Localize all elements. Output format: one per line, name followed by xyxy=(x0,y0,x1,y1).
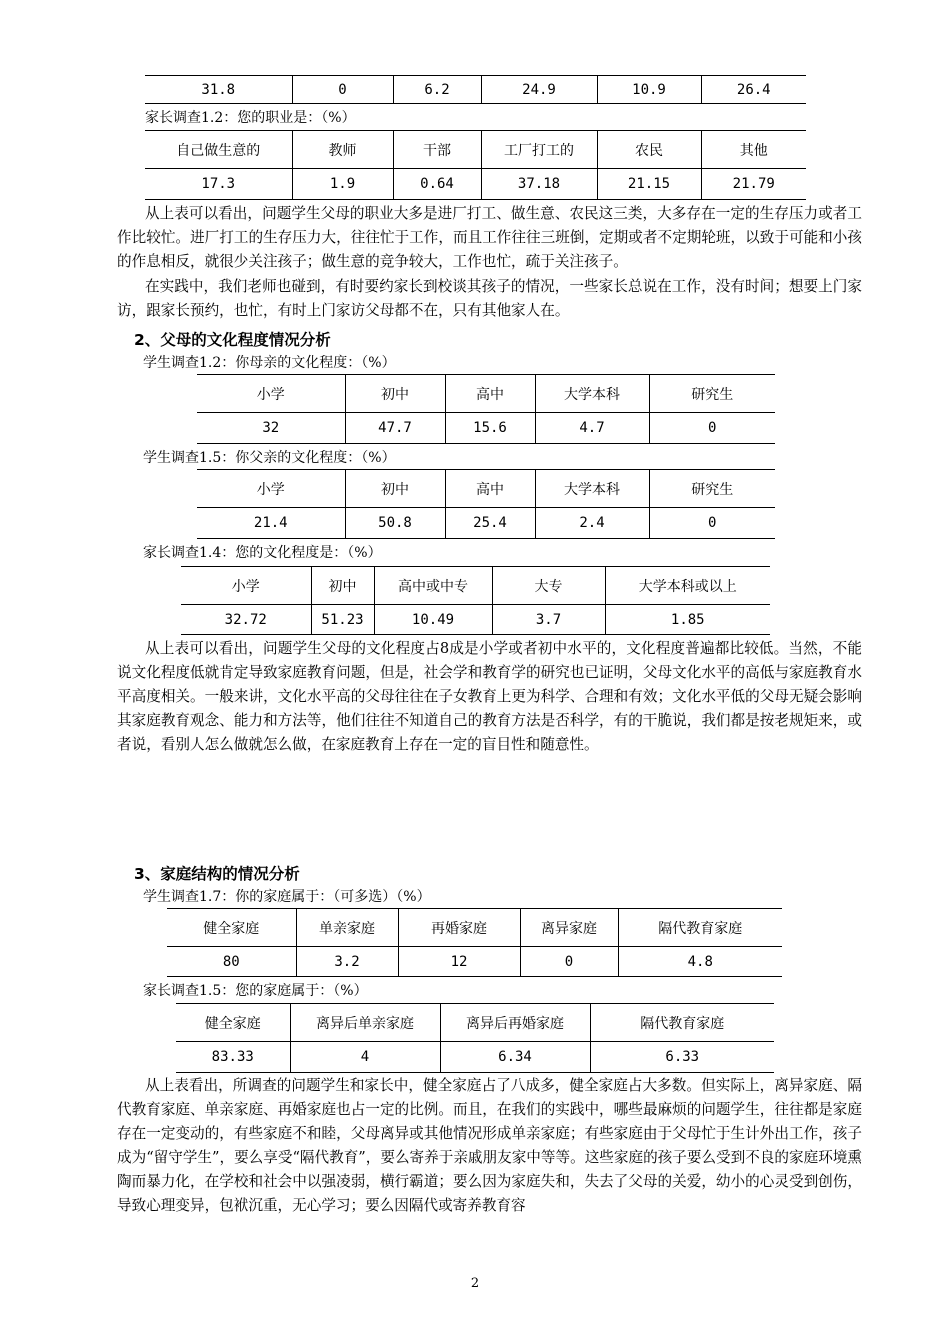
paragraph-family-analysis: 从上表看出，所调查的问题学生和家长中，健全家庭占了八成多，健全家庭占大多数。但实际上，离异家庭、隔代教育家庭、单亲家庭、再婚家庭也占一定的比例。而且，在我们的实践中，哪些最麻烦的问题学生，往往都是家庭存在一定变动的，有些家庭不和睦，父母离异或其他情况形成单亲家庭；有些家庭由于父母忙于生计外出工作，孩子成为“留守学生”，要么享受“隔代教育”，要么寄养于亲戚朋友家中等等。这些家庭的孩子要么受到不良的家庭环境熏陶而暴力化，在学校和社会中以强凌弱，横行霸道；要么因为家庭失和，失去了父母的关爱，幼小的心灵受到创伤，导致心理变异，包袱沉重，无心学习；要么因隔代或寄养教育容 xyxy=(117,1077,862,1214)
table-cell: 50.8 xyxy=(345,508,445,539)
table-header-cell: 研究生 xyxy=(649,470,775,508)
student-family-table xyxy=(167,908,782,977)
table-header-row xyxy=(181,567,770,605)
table-row xyxy=(197,508,775,539)
occupation-table xyxy=(145,130,806,200)
table-cell: 10.9 xyxy=(597,76,701,104)
section-heading-education: 2、父母的文化程度情况分析 xyxy=(134,331,331,349)
table-header-cell: 离异后单亲家庭 xyxy=(290,1004,440,1042)
paragraph-occupation: 从上表可以看出，问题学生父母的职业大多是进厂打工、做生意、农民这三类，大多存在一定的生存压力或者工作比较忙。进厂打工的生存压力大，往往忙于工作，而且工作往往三班倒，定期或者不定期轮班，以致于可能和小孩的作息相反，就很少关注孩子；做生意的竞争较大，工作也忙，疏于关注孩子。 xyxy=(117,205,862,270)
parent-education-table xyxy=(181,566,770,635)
table-header-cell: 自己做生意的 xyxy=(145,131,292,169)
table-cell: 4.7 xyxy=(535,413,649,444)
table-header-row xyxy=(167,909,782,947)
table-cell: 0.64 xyxy=(393,169,481,200)
table-row xyxy=(197,413,775,444)
table-header-row xyxy=(197,470,775,508)
table-header-cell: 隔代教育家庭 xyxy=(590,1004,774,1042)
table-header-cell: 小学 xyxy=(181,567,311,605)
table-header-cell: 初中 xyxy=(345,470,445,508)
table-header-cell: 教师 xyxy=(292,131,393,169)
table-header-cell: 初中 xyxy=(345,375,445,413)
table-cell: 6.34 xyxy=(440,1042,590,1073)
table-cell: 83.33 xyxy=(176,1042,290,1073)
table-cell: 3.2 xyxy=(296,947,398,977)
table-cell: 6.33 xyxy=(590,1042,774,1073)
table-header-row xyxy=(176,1004,774,1042)
table-header-cell: 健全家庭 xyxy=(176,1004,290,1042)
table-cell: 32.72 xyxy=(181,605,311,635)
survey-label: 家长调查1.2：您的职业是：（%） xyxy=(145,110,356,126)
table-cell: 15.6 xyxy=(445,413,535,444)
table-header-cell: 高中 xyxy=(445,375,535,413)
table-cell: 6.2 xyxy=(393,76,481,104)
mother-education-table xyxy=(197,374,775,444)
table-header-cell: 高中或中专 xyxy=(374,567,492,605)
table-header-cell: 小学 xyxy=(197,375,345,413)
table-cell: 24.9 xyxy=(481,76,597,104)
survey-label: 家长调查1.5：您的家庭属于：（%） xyxy=(143,983,368,999)
table-cell: 4 xyxy=(290,1042,440,1073)
table-cell: 21.4 xyxy=(197,508,345,539)
table-cell: 51.23 xyxy=(311,605,374,635)
table-header-row xyxy=(197,375,775,413)
paragraph-education-analysis: 从上表可以看出，问题学生父母的文化程度占8成是小学或者初中水平的，文化程度普遍都比较低。当然，不能说文化程度低就肯定导致家庭教育问题，但是，社会学和教育学的研究也已证明，父母文化水平的高低与家庭教育水平高度相关。一般来讲，文化水平高的父母往往在子女教育上更为科学、合理和有效；文化水平低的父母无疑会影响其家庭教育观念、能力和方法等，他们往往不知道自己的教育方法是否科学，有的干脆说，我们都是按老规矩来，或者说，看别人怎么做就怎么做，在家庭教育上存在一定的盲目性和随意性。 xyxy=(117,640,862,753)
table-row xyxy=(167,947,782,977)
continued-table xyxy=(145,75,806,104)
table-row xyxy=(181,605,770,635)
table-cell: 10.49 xyxy=(374,605,492,635)
table-cell: 17.3 xyxy=(145,169,292,200)
table-cell: 26.4 xyxy=(701,76,806,104)
table-cell: 37.18 xyxy=(481,169,597,200)
table-header-cell: 工厂打工的 xyxy=(481,131,597,169)
survey-label: 家长调查1.4：您的文化程度是：（%） xyxy=(143,545,382,561)
table-cell: 12 xyxy=(398,947,520,977)
table-header-cell: 大学本科 xyxy=(535,470,649,508)
table-header-cell: 大学本科 xyxy=(535,375,649,413)
table-header-row xyxy=(145,131,806,169)
table-row xyxy=(145,169,806,200)
table-cell: 3.7 xyxy=(492,605,605,635)
survey-label: 学生调查1.5：你父亲的文化程度：（%） xyxy=(143,450,396,466)
father-education-table xyxy=(197,469,775,539)
table-header-cell: 初中 xyxy=(311,567,374,605)
table-header-cell: 小学 xyxy=(197,470,345,508)
table-header-cell: 研究生 xyxy=(649,375,775,413)
survey-label: 学生调查1.2：你母亲的文化程度：（%） xyxy=(143,355,396,371)
table-row xyxy=(145,76,806,104)
table-header-cell: 离异家庭 xyxy=(520,909,618,947)
page-number: 2 xyxy=(470,1276,480,1291)
table-header-cell: 农民 xyxy=(597,131,701,169)
survey-label: 学生调查1.7：你的家庭属于：（可多选）（%） xyxy=(143,889,431,905)
paragraph-practice: 在实践中，我们老师也碰到，有时要约家长到校谈其孩子的情况，一些家长总说在工作，没有时间；想要上门家访，跟家长预约，也忙，有时上门家访父母都不在，只有其他家人在。 xyxy=(117,278,862,319)
table-header-cell: 离异后再婚家庭 xyxy=(440,1004,590,1042)
table-header-cell: 再婚家庭 xyxy=(398,909,520,947)
table-cell: 0 xyxy=(520,947,618,977)
table-cell: 1.85 xyxy=(605,605,770,635)
section-heading-family-structure: 3、家庭结构的情况分析 xyxy=(134,865,300,883)
table-cell: 32 xyxy=(197,413,345,444)
table-row xyxy=(176,1042,774,1073)
table-cell: 21.79 xyxy=(701,169,806,200)
table-cell: 47.7 xyxy=(345,413,445,444)
table-cell: 21.15 xyxy=(597,169,701,200)
table-header-cell: 单亲家庭 xyxy=(296,909,398,947)
table-header-cell: 其他 xyxy=(701,131,806,169)
table-header-cell: 干部 xyxy=(393,131,481,169)
table-cell: 4.8 xyxy=(618,947,782,977)
parent-family-table xyxy=(176,1003,774,1073)
table-header-cell: 大学本科或以上 xyxy=(605,567,770,605)
table-cell: 0 xyxy=(649,413,775,444)
table-header-cell: 隔代教育家庭 xyxy=(618,909,782,947)
table-cell: 0 xyxy=(292,76,393,104)
table-header-cell: 大专 xyxy=(492,567,605,605)
table-cell: 31.8 xyxy=(145,76,292,104)
table-cell: 1.9 xyxy=(292,169,393,200)
table-cell: 80 xyxy=(167,947,296,977)
table-cell: 2.4 xyxy=(535,508,649,539)
table-header-cell: 高中 xyxy=(445,470,535,508)
table-cell: 25.4 xyxy=(445,508,535,539)
table-cell: 0 xyxy=(649,508,775,539)
table-header-cell: 健全家庭 xyxy=(167,909,296,947)
